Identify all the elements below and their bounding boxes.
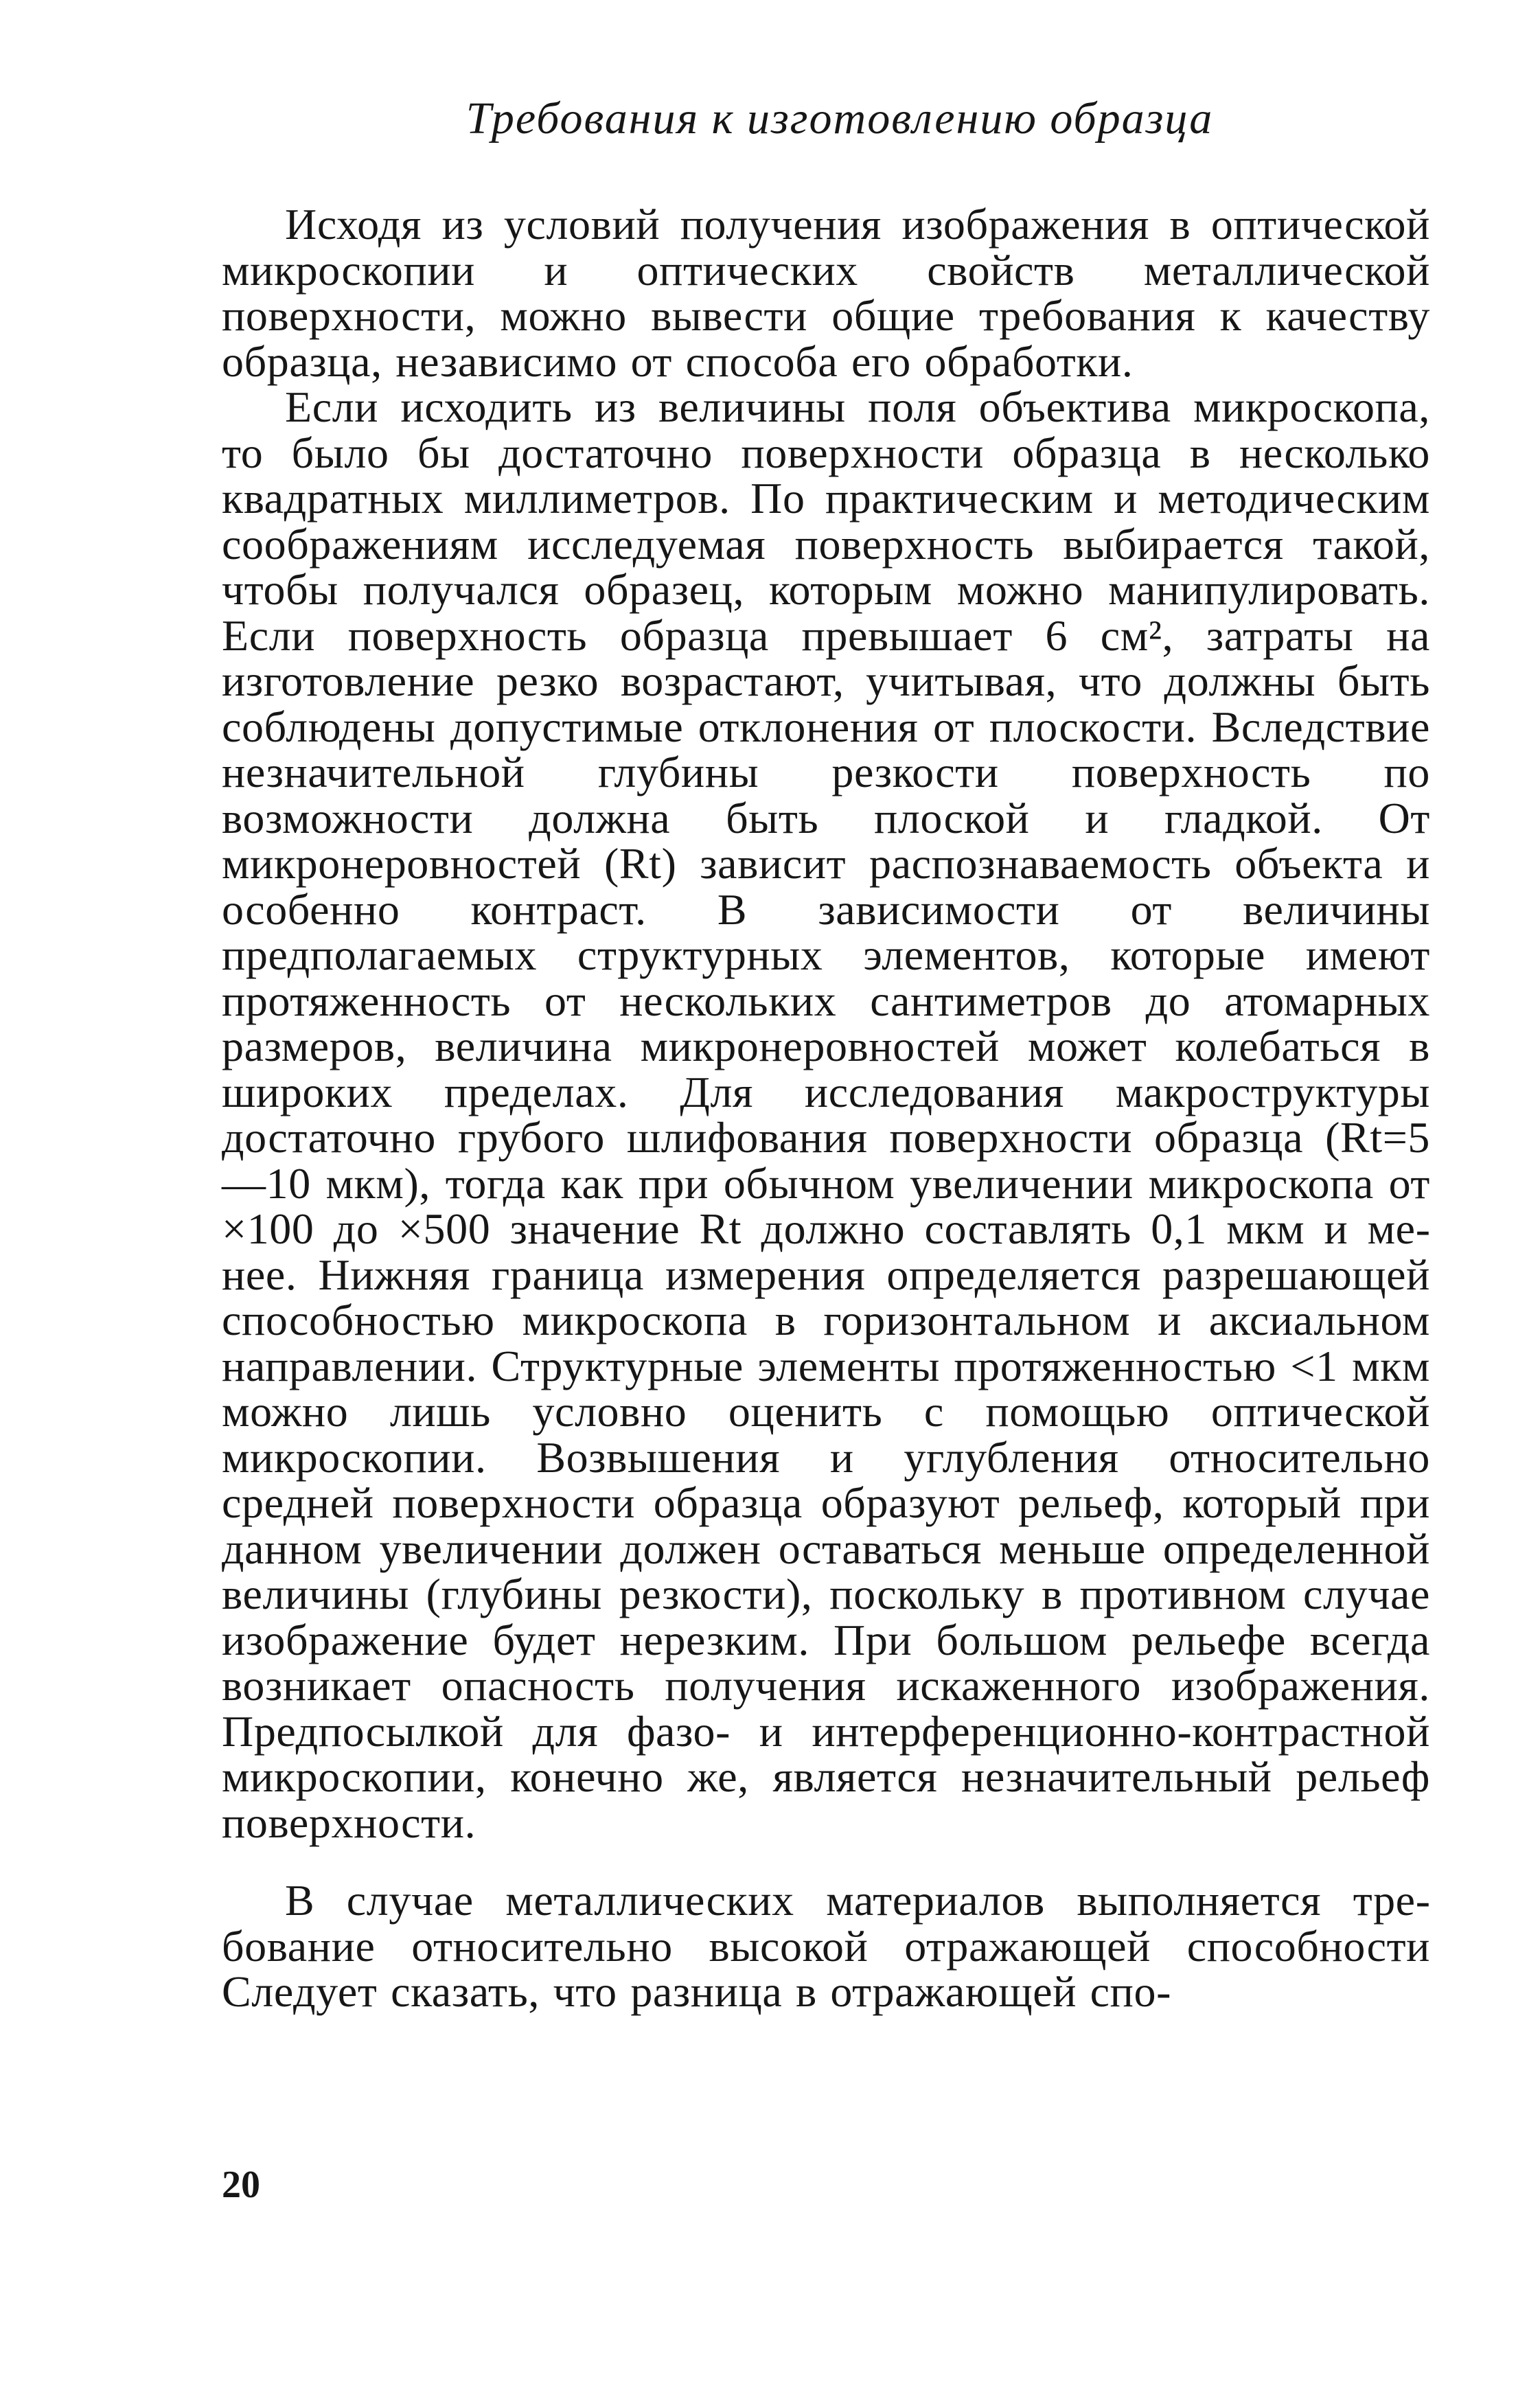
- page-number: 20: [222, 2164, 260, 2206]
- paragraph-3: В случае металлических материалов выполняется требование относительно высокой отражающей способности Следует сказать, что разница в отражающей спо-: [222, 1876, 1430, 2016]
- paragraph-2: Если исходить из величины поля объектива микроскопа, то было бы достаточно поверхности образца в несколько квадратных миллиметров. По практическим и методическим соображениям исследуемая поверхность выбирается такой, чтобы получался образец, которым можно манипулировать. Если поверхность образца превышает 6 см², затраты на изготовление резко возрастают, учитывая, что должны быть соблюдены допустимые отклонения от плоскости. Вследствие незначительной глубины резкости поверхность по возможности должна быть плоской и гладкой. От микронеровностей (Rt) зависит распознаваемость объекта и особенно контраст. В зависимости от величины предполагаемых структурных элементов, которые имеют протяженность от нескольких сантиметров до атомарных размеров, величина микронеровностей может колебаться в широких пределах. Для исследования макроструктуры достаточно грубого шлифования поверхности образца (Rt=5—10 мкм), тогда как при обычном увеличении микроскопа от ×100 до ×500 значение Rt должно составлять 0,1 мкм и менее. Нижняя граница измерения определяется разрешающей способностью микроскопа в горизонтальном и аксиальном направлении. Структурные элементы протяженностью <1 мкм можно лишь условно оценить с помощью оптической микроскопии. Возвышения и углубления относительно средней поверхности образца образуют рельеф, который при данном увеличении должен оставаться меньше определенной величины (глубины резкости), поскольку в противном случае изображение будет нерезким. При большом рельефе всегда возникает опасность получения искаженного изображения. Предпосылкой для фазо- и интерференционно-контрастной микроскопии, конечно же, является незначительный рельеф поверхности.: [222, 382, 1430, 1847]
- paragraph-1: Исходя из условий получения изображения в оптической микроскопии и оптических свойств металлической поверхности, можно вывести общие требования к качеству образца, независимо от способа его обработки.: [222, 200, 1430, 386]
- running-header-title: Требования к изготовлению образца: [466, 93, 1214, 144]
- book-page: [222, 81, 1430, 2015]
